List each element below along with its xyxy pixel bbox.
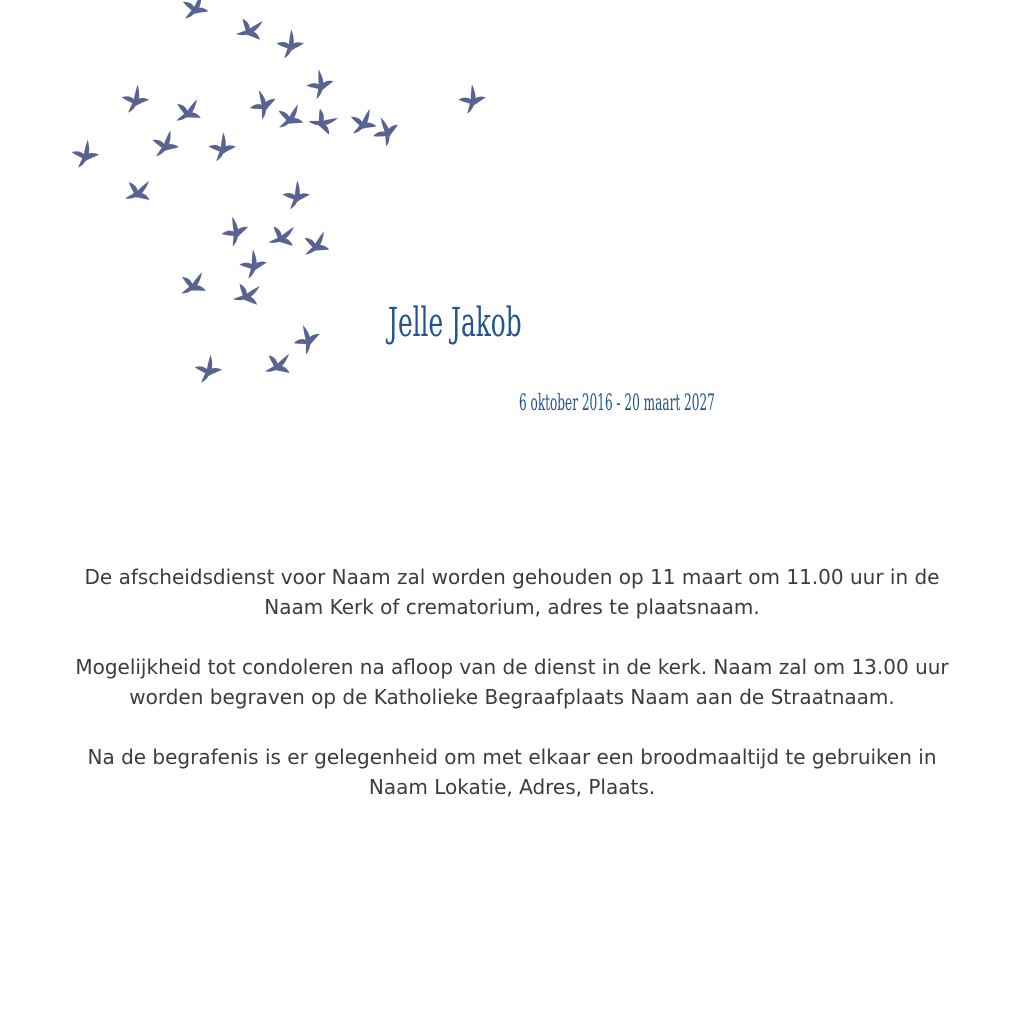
paragraph-gathering: Na de begrafenis is er gelegenheid om met elkaar een broodmaaltijd te gebruiken in Naam Lokatie, Adres, Plaats. <box>87 745 937 799</box>
paragraph-burial: Mogelijkheid tot condoleren na afloop van de dienst in de kerk. Naam zal om 13.00 uur worden begraven op de Katholieke Begraafplaats Naam aan de Straatnaam. <box>75 655 949 709</box>
life-dates: 6 oktober 2016 - 20 maart 2027 <box>519 391 715 416</box>
announcement-text <box>62 562 962 832</box>
deceased-name: Jelle Jakob <box>388 300 522 346</box>
paragraph-service: De afscheidsdienst voor Naam zal worden gehouden op 11 maart om 11.00 uur in de Naam Kerk of crematorium, adres te plaatsnaam. <box>84 565 940 619</box>
